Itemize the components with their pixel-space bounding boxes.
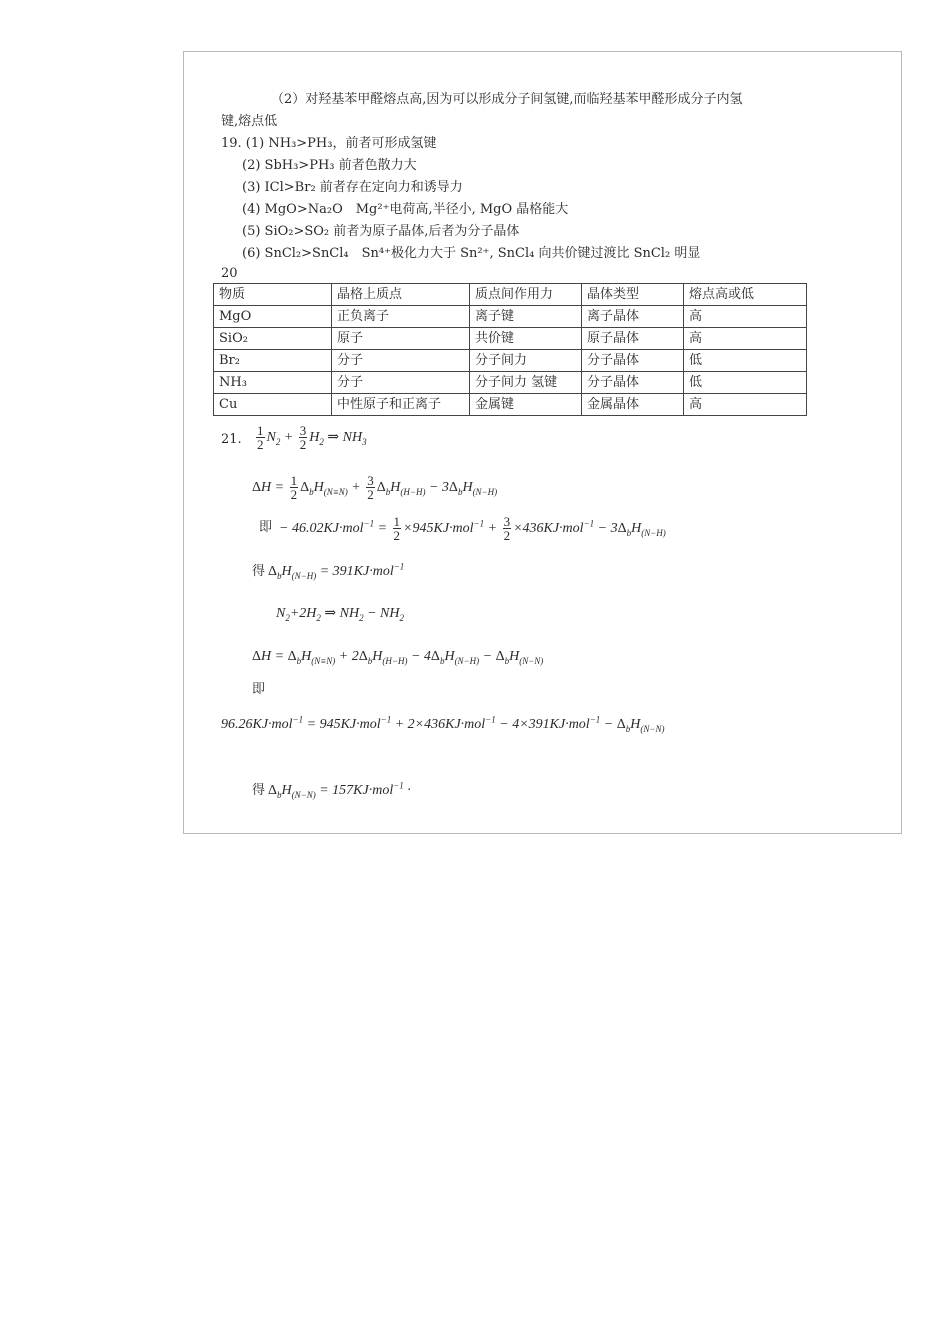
table-header-cell: 熔点高或低 (684, 284, 807, 306)
q19-item-6: (6) SnCl₂>SnCl₄ Sn⁴⁺极化力大于 Sn²⁺, SnCl₄ 向共价键过渡比 SnCl₂ 明显 (242, 246, 701, 261)
table-cell: 原子晶体 (582, 328, 684, 350)
q21-equation-8: $\Delta_bH_{(N-N)} = 157KJ\cdot mol^{-1}$ · (268, 780, 411, 800)
q19-item-3: (3) ICl>Br₂ 前者存在定向力和诱导力 (242, 180, 463, 195)
table-cell: 分子间力 (470, 350, 582, 372)
table-cell: Cu (214, 394, 332, 416)
table-header-cell: 物质 (214, 284, 332, 306)
table-cell: 分子 (332, 350, 470, 372)
table-header-cell: 晶体类型 (582, 284, 684, 306)
table-cell: 高 (684, 328, 807, 350)
q21-equation-7: $96.26KJ\cdot mol^{-1} = 945KJ\cdot mol^{-1} + 2\times 436KJ\cdot mol^{-1} - 4\times 391KJ\cdot mol^{-1} - \Delta_bH_{(N-N)}$ (221, 714, 665, 734)
q18-line-1: （2）对羟基苯甲醛熔点高,因为可以形成分子间氢键,而临羟基苯甲醛形成分子内氢 (271, 92, 743, 107)
table-cell: 中性原子和正离子 (332, 394, 470, 416)
q21-ji-label-1: 即 (259, 520, 273, 535)
table-cell: 原子 (332, 328, 470, 350)
table-cell: MgO (214, 306, 332, 328)
table-cell: 分子晶体 (582, 350, 684, 372)
table-cell: 离子键 (470, 306, 582, 328)
table-cell: 高 (684, 394, 807, 416)
q21-de-label-2: 得 (252, 783, 266, 798)
q21-equation-4: $\Delta_bH_{(N-H)} = 391KJ\cdot mol^{-1}$ (268, 561, 405, 581)
table-cell: NH₃ (214, 372, 332, 394)
crystal-properties-table (213, 283, 807, 416)
q21-de-label-1: 得 (252, 564, 266, 579)
table-header-cell: 晶格上质点 (332, 284, 470, 306)
q21-equation-5: $N_2+2H_2$ ⇒ $NH_2 - NH_2$ (276, 606, 404, 623)
table-cell: 离子晶体 (582, 306, 684, 328)
table-cell: 金属晶体 (582, 394, 684, 416)
table-cell: Br₂ (214, 350, 332, 372)
q21-equation-1: $\frac{1}{2}$ $N_2$ + $\frac{3}{2}$ $H_2$ ⇒ $NH_3$ (257, 423, 367, 453)
scanned-answer-sheet (183, 51, 902, 834)
table-row (214, 328, 807, 350)
table-header-row (214, 284, 807, 306)
q21-equation-3: − 46.02KJ·mol$^{-1}$ = $\frac{1}{2}$ ×945KJ·mol$^{-1}$ + $\frac{3}{2}$ $\times 436KJ\cdot mol^{-1} - 3\Delta_bH_{(N-H)}$ (279, 514, 666, 544)
q21-equation-6: $\Delta H = \Delta_bH_{(N\equiv N)} + 2\Delta_bH_{(H-H)} - 4\Delta_bH_{(N-H)} - \Delta_bH_{(N-N)}$ (252, 649, 544, 666)
table-cell: SiO₂ (214, 328, 332, 350)
q21-ji-label-2: 即 (252, 682, 266, 697)
q21-label: 21. (221, 432, 242, 447)
table-row (214, 306, 807, 328)
table-row (214, 372, 807, 394)
q19-item-5: (5) SiO₂>SO₂ 前者为原子晶体,后者为分子晶体 (242, 224, 520, 239)
table-cell: 正负离子 (332, 306, 470, 328)
q20-label: 20 (221, 266, 238, 281)
q21-equation-2: ΔH = $\frac{1}{2}$ $\Delta_bH_{(N\equiv N)}$ + $\frac{3}{2}$ $\Delta_bH_{(H-H)} - 3\Delta_bH_{(N-H)}$ (252, 473, 498, 503)
table-cell: 高 (684, 306, 807, 328)
table-cell: 分子 (332, 372, 470, 394)
table-cell: 分子晶体 (582, 372, 684, 394)
table-cell: 金属键 (470, 394, 582, 416)
table-cell: 共价键 (470, 328, 582, 350)
q19-item-4: (4) MgO>Na₂O Mg²⁺电荷高,半径小, MgO 晶格能大 (242, 202, 569, 217)
table-cell: 低 (684, 350, 807, 372)
table-header-cell: 质点间作用力 (470, 284, 582, 306)
table-cell: 分子间力 氢键 (470, 372, 582, 394)
q19-item-2: (2) SbH₃>PH₃ 前者色散力大 (242, 158, 417, 173)
q18-line-2: 键,熔点低 (221, 114, 278, 129)
table-row (214, 394, 807, 416)
table-cell: 低 (684, 372, 807, 394)
table-row (214, 350, 807, 372)
q19-heading: 19. (1) NH₃>PH₃，前者可形成氢键 (221, 136, 437, 151)
